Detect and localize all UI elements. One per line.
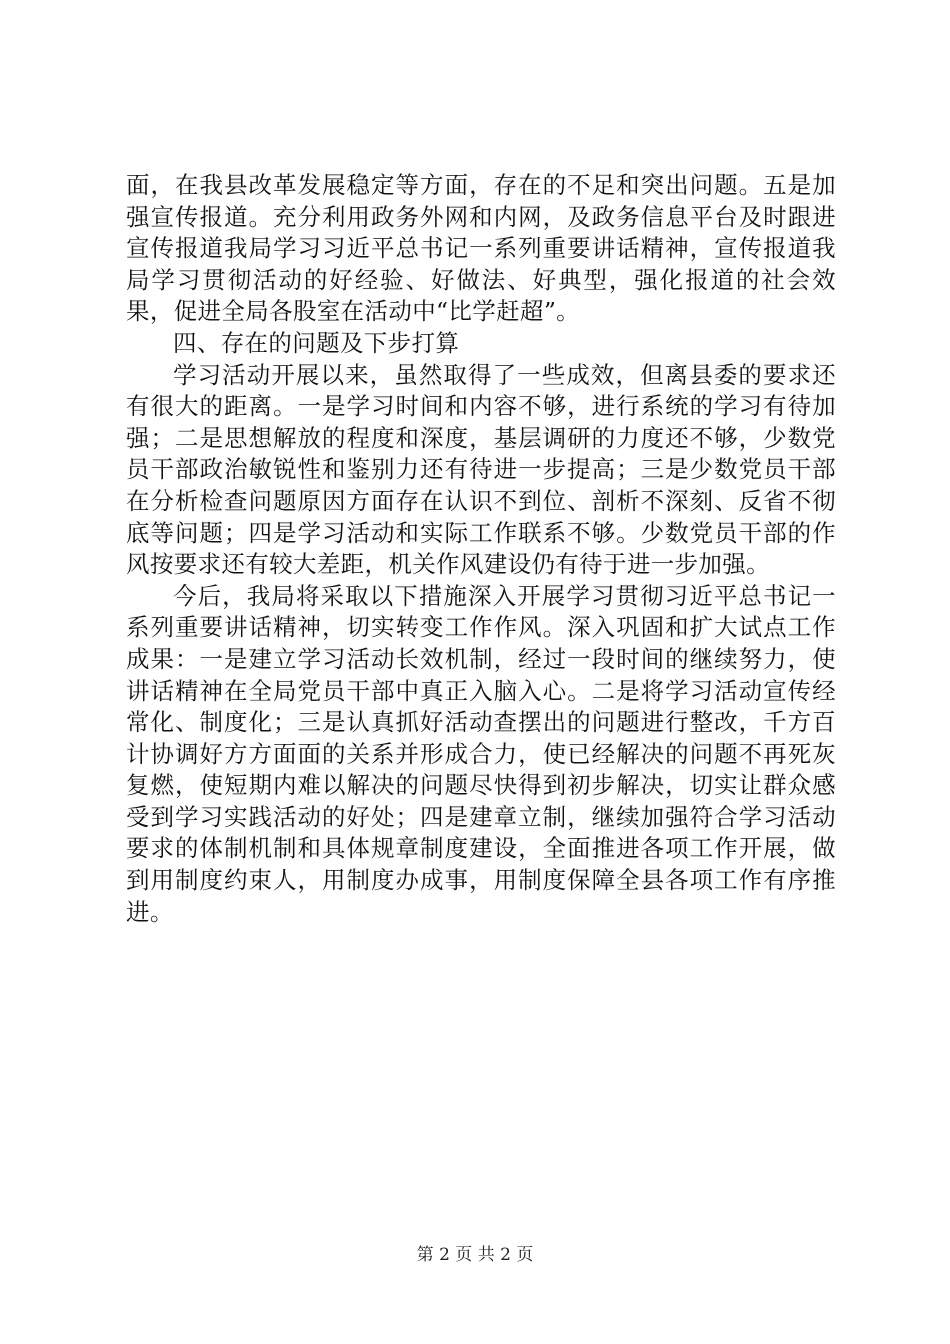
paragraph-continuation: 面，在我县改革发展稳定等方面，存在的不足和突出问题。五是加强宣传报道。充分利用政务外网和内网，及政务信息平台及时跟进宣传报道我局学习习近平总书记一系列重要讲话精神，宣传报道我局学习贯彻活动的好经验、好做法、好典型，强化报道的社会效果，促进全局各股室在活动中“比学赶超”。 (126, 171, 836, 326)
page-footer: 第 2 页 共 2 页 (416, 1245, 534, 1265)
document-body (126, 170, 836, 928)
paragraph-next-steps: 今后，我局将采取以下措施深入开展学习贯彻习近平总书记一系列重要讲话精神，切实转变工作作风。深入巩固和扩大试点工作成果：一是建立学习活动长效机制，经过一段时间的继续努力，使讲话精神在全局党员干部中真正入脑入心。二是将学习活动宣传经常化、制度化；三是认真抓好活动查摆出的问题进行整改，千方百计协调好方方面面的关系并形成合力，使已经解决的问题不再死灰复燃，使短期内难以解决的问题尽快得到初步解决，切实让群众感受到学习实践活动的好处；四是建章立制，继续加强符合学习活动要求的体制机制和具体规章制度建设，全面推进各项工作开展，做到用制度约束人，用制度办成事，用制度保障全县各项工作有序推进。 (126, 581, 836, 926)
paragraph-problems: 学习活动开展以来，虽然取得了一些成效，但离县委的要求还有很大的距离。一是学习时间和内容不够，进行系统的学习有待加强；二是思想解放的程度和深度，基层调研的力度还不够，少数党员干部政治敏锐性和鉴别力还有待进一步提高；三是少数党员干部在分析检查问题原因方面存在认识不到位、剖析不深刻、反省不彻底等问题；四是学习活动和实际工作联系不够。少数党员干部的作风按要求还有较大差距，机关作风建设仍有待于进一步加强。 (126, 360, 836, 579)
section-heading: 四、存在的问题及下步打算 (173, 328, 460, 357)
